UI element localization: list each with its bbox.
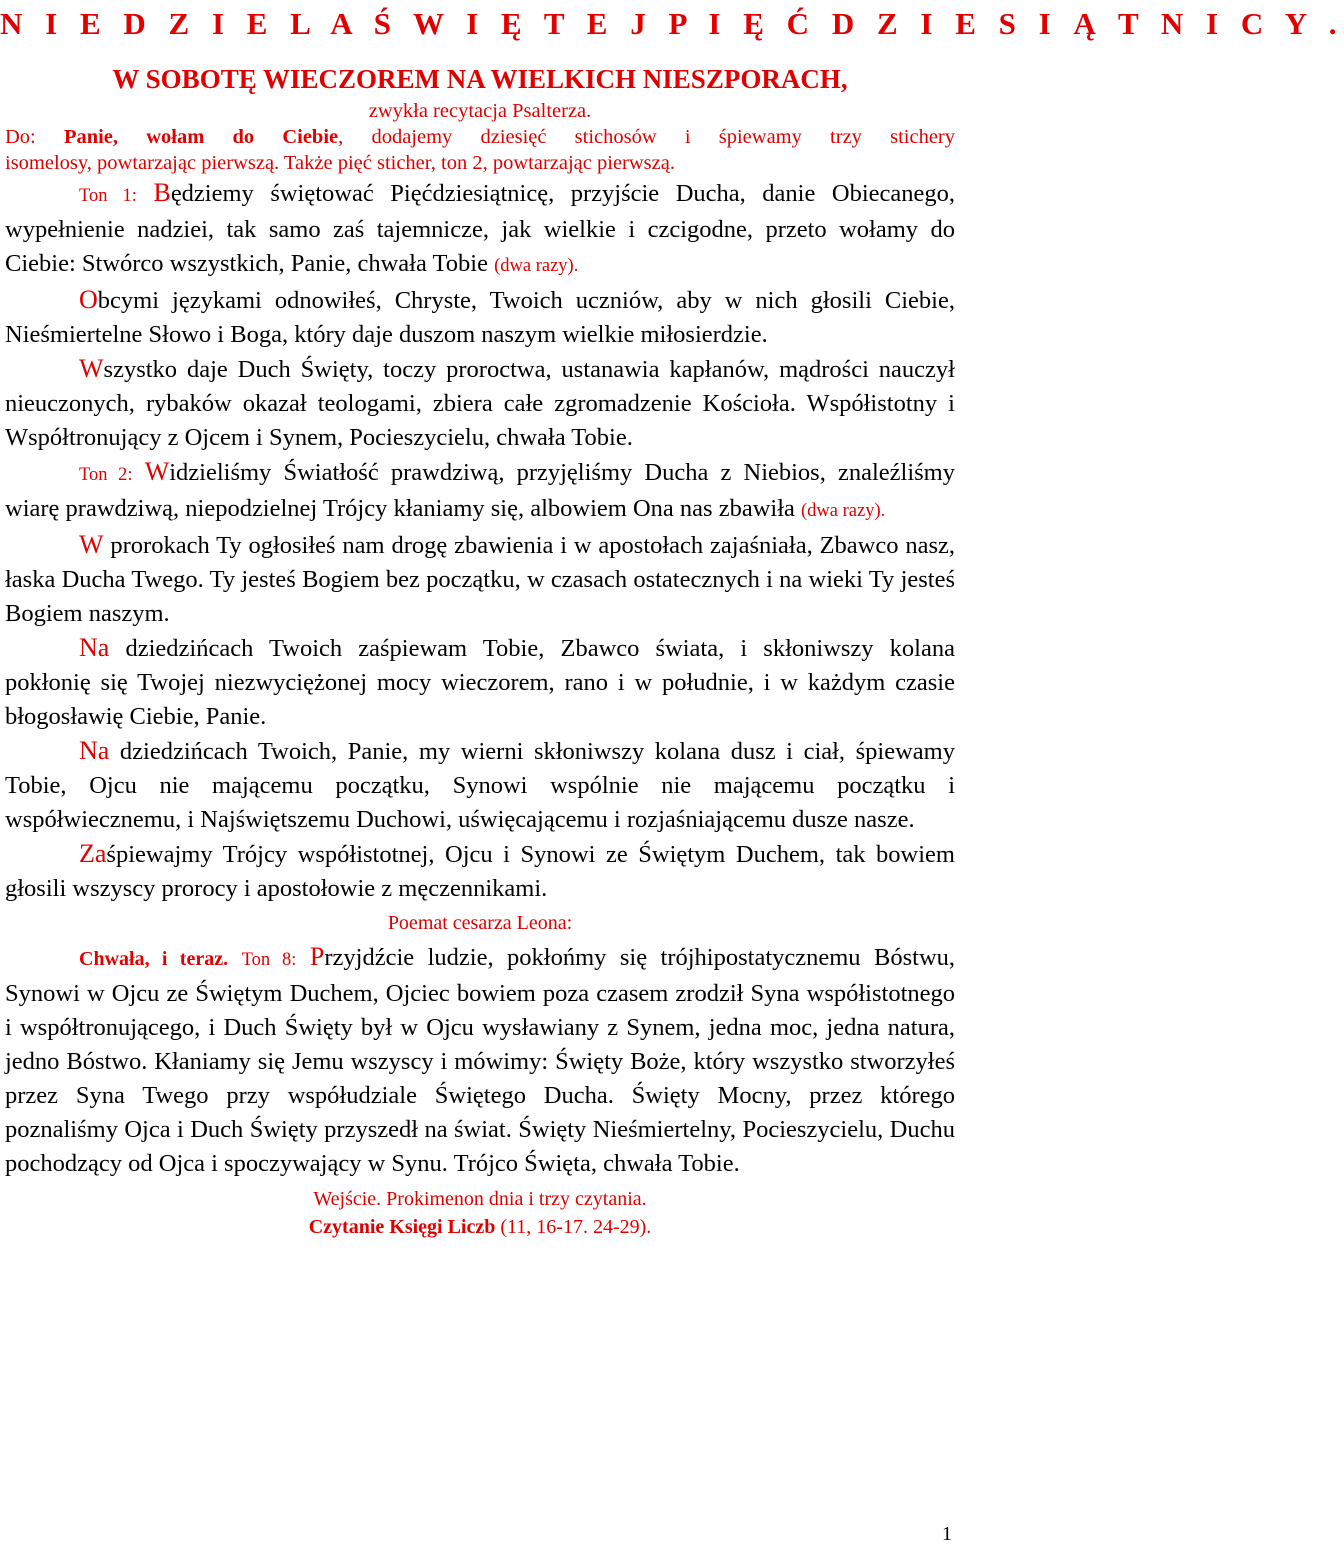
sticheron-4 xyxy=(5,455,955,528)
reading-heading xyxy=(5,1213,955,1241)
sticheron-8 xyxy=(5,837,955,906)
sticheron-5-text: prorokach Ty ogłosiłeś nam drogę zbawienia i w apostołach zajaśniała, Zbawco nasz, łaska Ducha Twego. Ty jesteś Bogiem bez początku, w czasach ostatecznych i na wieki Ty jesteś Bogiem naszym. xyxy=(5,532,955,627)
entrance-rubric: Wejście. Prokimenon dnia i trzy czytania. xyxy=(313,1188,647,1210)
initial-letter-3: W xyxy=(79,354,104,383)
initial-letter-8: Za xyxy=(79,839,107,868)
reading-reference: (11, 16-17. 24-29). xyxy=(500,1216,652,1238)
tone-label-8: Ton 8: xyxy=(241,950,297,970)
doxastikon xyxy=(5,940,955,1181)
sticheron-7-text: dziedzińcach Twoich, Panie, my wierni skłoniwszy kolana dusz i ciał, śpiewamy Tobie, Ojcu nie mającemu początku, Synowi wspólnie nie mającemu początku i współwiecznemu, i Najświętszemu Duchowi, uświęcającemu i rozjaśniającemu dusze nasze. xyxy=(5,738,955,833)
sticheron-7 xyxy=(5,734,955,837)
do-bold-text: Panie, wołam do Ciebie xyxy=(63,126,339,148)
sticheron-3 xyxy=(5,352,955,455)
tone-label-1: Ton 1: xyxy=(79,186,137,206)
reading-title: Czytanie Księgi Liczb xyxy=(308,1216,496,1238)
page-title: N I E D Z I E L A Ś W I Ę T E J P I Ę Ć D Z I E S I Ą T N I C Y . xyxy=(0,6,1344,41)
repeat-note-1: (dwa razy). xyxy=(494,256,579,276)
sticheron-6-text: dziedzińcach Twoich zaśpiewam Tobie, Zbawco świata, i skłoniwszy kolana pokłonię się Twojej niezwyciężonej mocy wieczorem, rano i w południe, i w każdym czasie błogosławię Ciebie, Panie. xyxy=(5,635,955,730)
sticheron-4-text: idzieliśmy Światłość prawdziwą, przyjęliśmy Ducha z Niebios, znaleźliśmy wiarę prawdziwą, niepodzielnej Trójcy kłaniamy się, albowiem Ona nas zbawiła xyxy=(5,459,955,522)
sticheron-2-text: bcymi językami odnowiłeś, Chryste, Twoich uczniów, aby w nich głosili Ciebie, Nieśmiertelne Słowo i Boga, który daje duszom naszym wielkie miłosierdzie. xyxy=(5,287,955,348)
initial-letter-4: W xyxy=(144,457,170,486)
sticheron-1 xyxy=(5,176,955,283)
glory-label: Chwała, i teraz. xyxy=(79,948,229,970)
do-rubric-line2: isomelosy, powtarzając pierwszą. Także pięć sticher, ton 2, powtarzając pierwszą. xyxy=(5,152,675,174)
initial-letter-2: O xyxy=(79,285,98,314)
do-rubric-line1 xyxy=(5,124,955,150)
tone-label-2: Ton 2: xyxy=(79,465,133,485)
sticheron-3-text: szystko daje Duch Święty, toczy proroctwa, ustanawia kapłanów, mądrości nauczył nieuczonych, rybaków okazał teologami, zbiera całe zgromadzenie Kościoła. Współistotny i Współtronujący z Ojcem i Synem, Pocieszycielu, chwała Tobie. xyxy=(5,356,955,451)
doxastikon-text: rzyjdźcie ludzie, pokłońmy się trójhipostatycznemu Bóstwu, Synowi w Ojcu ze Świętym Duchem, Ojciec bowiem poza czasem zrodził Syna współistotnego i współtronującego, i Duch Święty był w Ojcu wysławiany z Synem, jedna moc, jedna natura, jedno Bóstwo. Kłaniamy się Jemu wszyscy i mówimy: Święty Boże, który wszystko stworzyłeś przez Syna Twego przy współudziale Świętego Ducha. Święty Mocny, przez którego poznaliśmy Ojca i Duch Święty przyszedł na świat. Święty Nieśmiertelny, Pocieszycielu, Duchu pochodzący od Ojca i spoczywający w Synu. Trójco Święta, chwała Tobie. xyxy=(5,944,956,1177)
sticheron-6 xyxy=(5,631,955,734)
main-content xyxy=(5,176,955,1241)
sticheron-8-text: śpiewajmy Trójcy współistotnej, Ojcu i Synowi ze Świętym Duchem, tak bowiem głosili wszyscy prorocy i apostołowie z męczennikami. xyxy=(5,841,955,902)
initial-letter-9: P xyxy=(309,942,325,971)
sticheron-1-text: ędziemy świętować Pięćdziesiątnicę, przyjście Ducha, danie Obiecanego, wypełnienie nadziei, tak samo zaś tajemnicze, jak wielkie i czcigodne, przeto wołamy do Ciebie: Stwórco wszystkich, Panie, chwała Tobie xyxy=(5,180,955,277)
initial-letter-1: B xyxy=(153,178,171,207)
poem-heading: Poemat cesarza Leona: xyxy=(387,912,573,934)
do-rest-text: , dodajemy dziesięć stichosów i śpiewamy trzy stichery xyxy=(338,126,955,148)
sticheron-2 xyxy=(5,283,955,352)
repeat-note-2: (dwa razy). xyxy=(801,501,886,521)
recitation-rubric: zwykła recytacja Psalterza. xyxy=(368,100,592,122)
initial-letter-7: Na xyxy=(79,736,110,765)
do-label: Do: xyxy=(5,126,36,148)
page-number: 1 xyxy=(942,1523,952,1545)
sticheron-5 xyxy=(5,528,955,631)
initial-letter-5: W xyxy=(79,530,104,559)
initial-letter-6: Na xyxy=(79,633,110,662)
service-subtitle: W SOBOTĘ WIECZOREM NA WIELKICH NIESZPORACH, xyxy=(112,64,848,94)
